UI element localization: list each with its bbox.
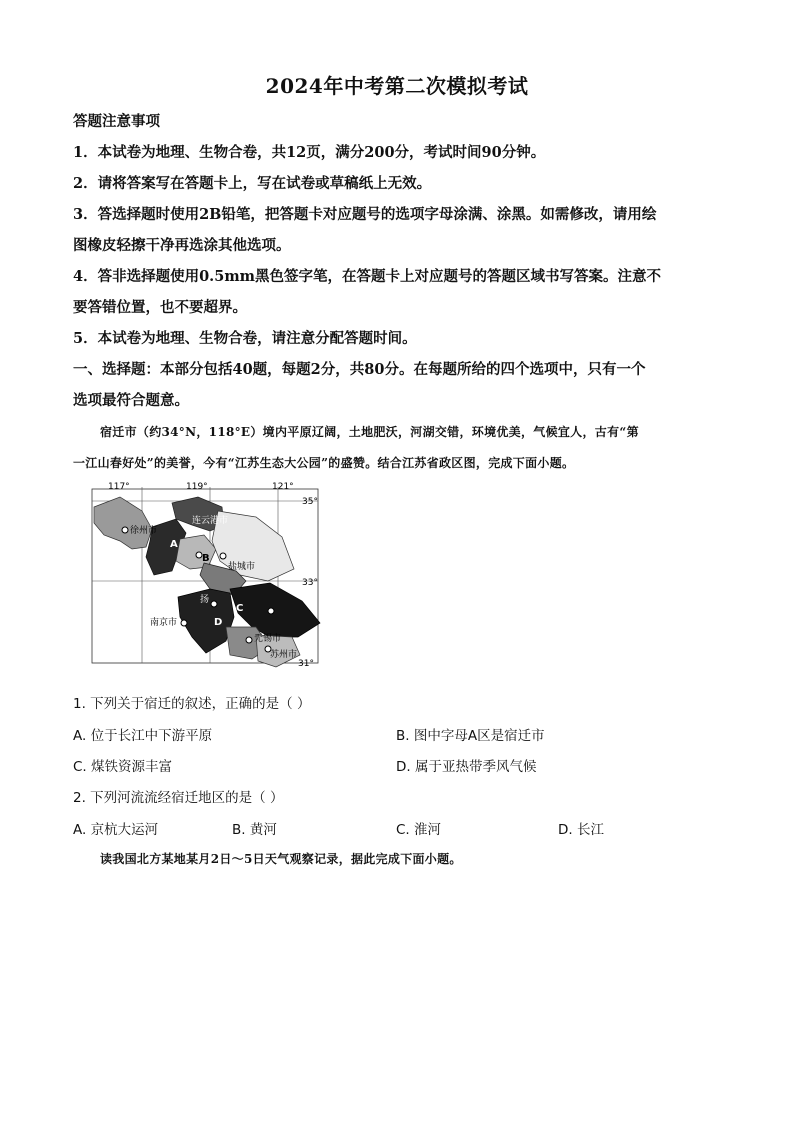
q2-option-d: D. 长江 — [558, 822, 604, 838]
lat-label-31: 31° — [298, 659, 314, 669]
city-nanjing: 南京市 — [150, 618, 178, 628]
letter-d: D — [214, 617, 223, 628]
letter-b: B — [202, 553, 210, 564]
city-lianyungang: 连云港市 — [192, 516, 229, 526]
passage-1-line-2: 一江山春好处”的美誉，今有“江苏生态大公园”的盛赞。结合江苏省政区图，完成下面小题。 — [73, 456, 575, 470]
notice-line-4: 4．答非选择题使用0.5mm黑色签字笔，在答题卡上对应题号的答题区域书写答案。注意不 — [73, 268, 661, 285]
city-xuzhou: 徐州市 — [130, 526, 158, 536]
city-yancheng: 盐城市 — [228, 562, 256, 572]
passage-2: 读我国北方某地某月2日～5日天气观察记录，据此完成下面小题。 — [100, 852, 462, 866]
lat-label-33: 33° — [302, 578, 318, 588]
notice-line-1: 1．本试卷为地理、生物合卷，共12页，满分200分，考试时间90分钟。 — [73, 144, 546, 161]
notice-line-2: 2．请将答案写在答题卡上，写在试卷或草稿纸上无效。 — [73, 175, 432, 192]
lon-label-119: 119° — [186, 482, 208, 492]
lon-label-121: 121° — [272, 482, 294, 492]
city-wuxi: 无锡市 — [254, 634, 282, 644]
q1-stem: 1. 下列关于宿迁的叙述，正确的是（ ） — [73, 696, 311, 712]
city-suzhou: 苏州市 — [270, 650, 298, 660]
exam-title: 2024年中考第二次模拟考试 — [265, 74, 529, 98]
letter-a: A — [170, 539, 178, 550]
q1-option-d: D. 属于亚热带季风气候 — [396, 759, 537, 775]
jiangsu-map — [80, 477, 330, 675]
q2-option-a: A. 京杭大运河 — [73, 822, 159, 838]
q1-option-b: B. 图中字母A区是宿迁市 — [396, 728, 545, 744]
q2-option-c: C. 淮河 — [396, 822, 442, 838]
notice-line-5: 5．本试卷为地理、生物合卷，请注意分配答题时间。 — [73, 330, 417, 347]
letter-c: C — [236, 603, 244, 614]
section-heading: 一、选择题：本部分包括40题，每题2分，共80分。在每题所给的四个选项中，只有一个 — [73, 361, 646, 378]
notice-line-3: 3．答选择题时使用2B铅笔，把答题卡对应题号的选项字母涂满、涂黑。如需修改，请用绘 — [73, 206, 657, 223]
city-yang: 扬 — [200, 595, 210, 605]
q1-option-c: C. 煤铁资源丰富 — [73, 759, 173, 775]
notice-line-4-cont: 要答错位置，也不要超界。 — [73, 299, 247, 316]
passage-1-line-1: 宿迁市（约34°N，118°E）境内平原辽阔，土地肥沃，河湖交错，环境优美，气候宜人，古有“第 — [100, 425, 639, 439]
section-heading-cont: 选项最符合题意。 — [73, 392, 189, 409]
q1-option-a: A. 位于长江中下游平原 — [73, 728, 213, 744]
notice-line-3-cont: 图橡皮轻擦干净再选涂其他选项。 — [73, 237, 291, 254]
lat-label-35: 35° — [302, 497, 318, 507]
lon-label-117: 117° — [108, 482, 130, 492]
q2-option-b: B. 黄河 — [232, 822, 277, 838]
q2-stem: 2. 下列河流流经宿迁地区的是（ ） — [73, 790, 284, 806]
notice-heading: 答题注意事项 — [73, 113, 160, 130]
